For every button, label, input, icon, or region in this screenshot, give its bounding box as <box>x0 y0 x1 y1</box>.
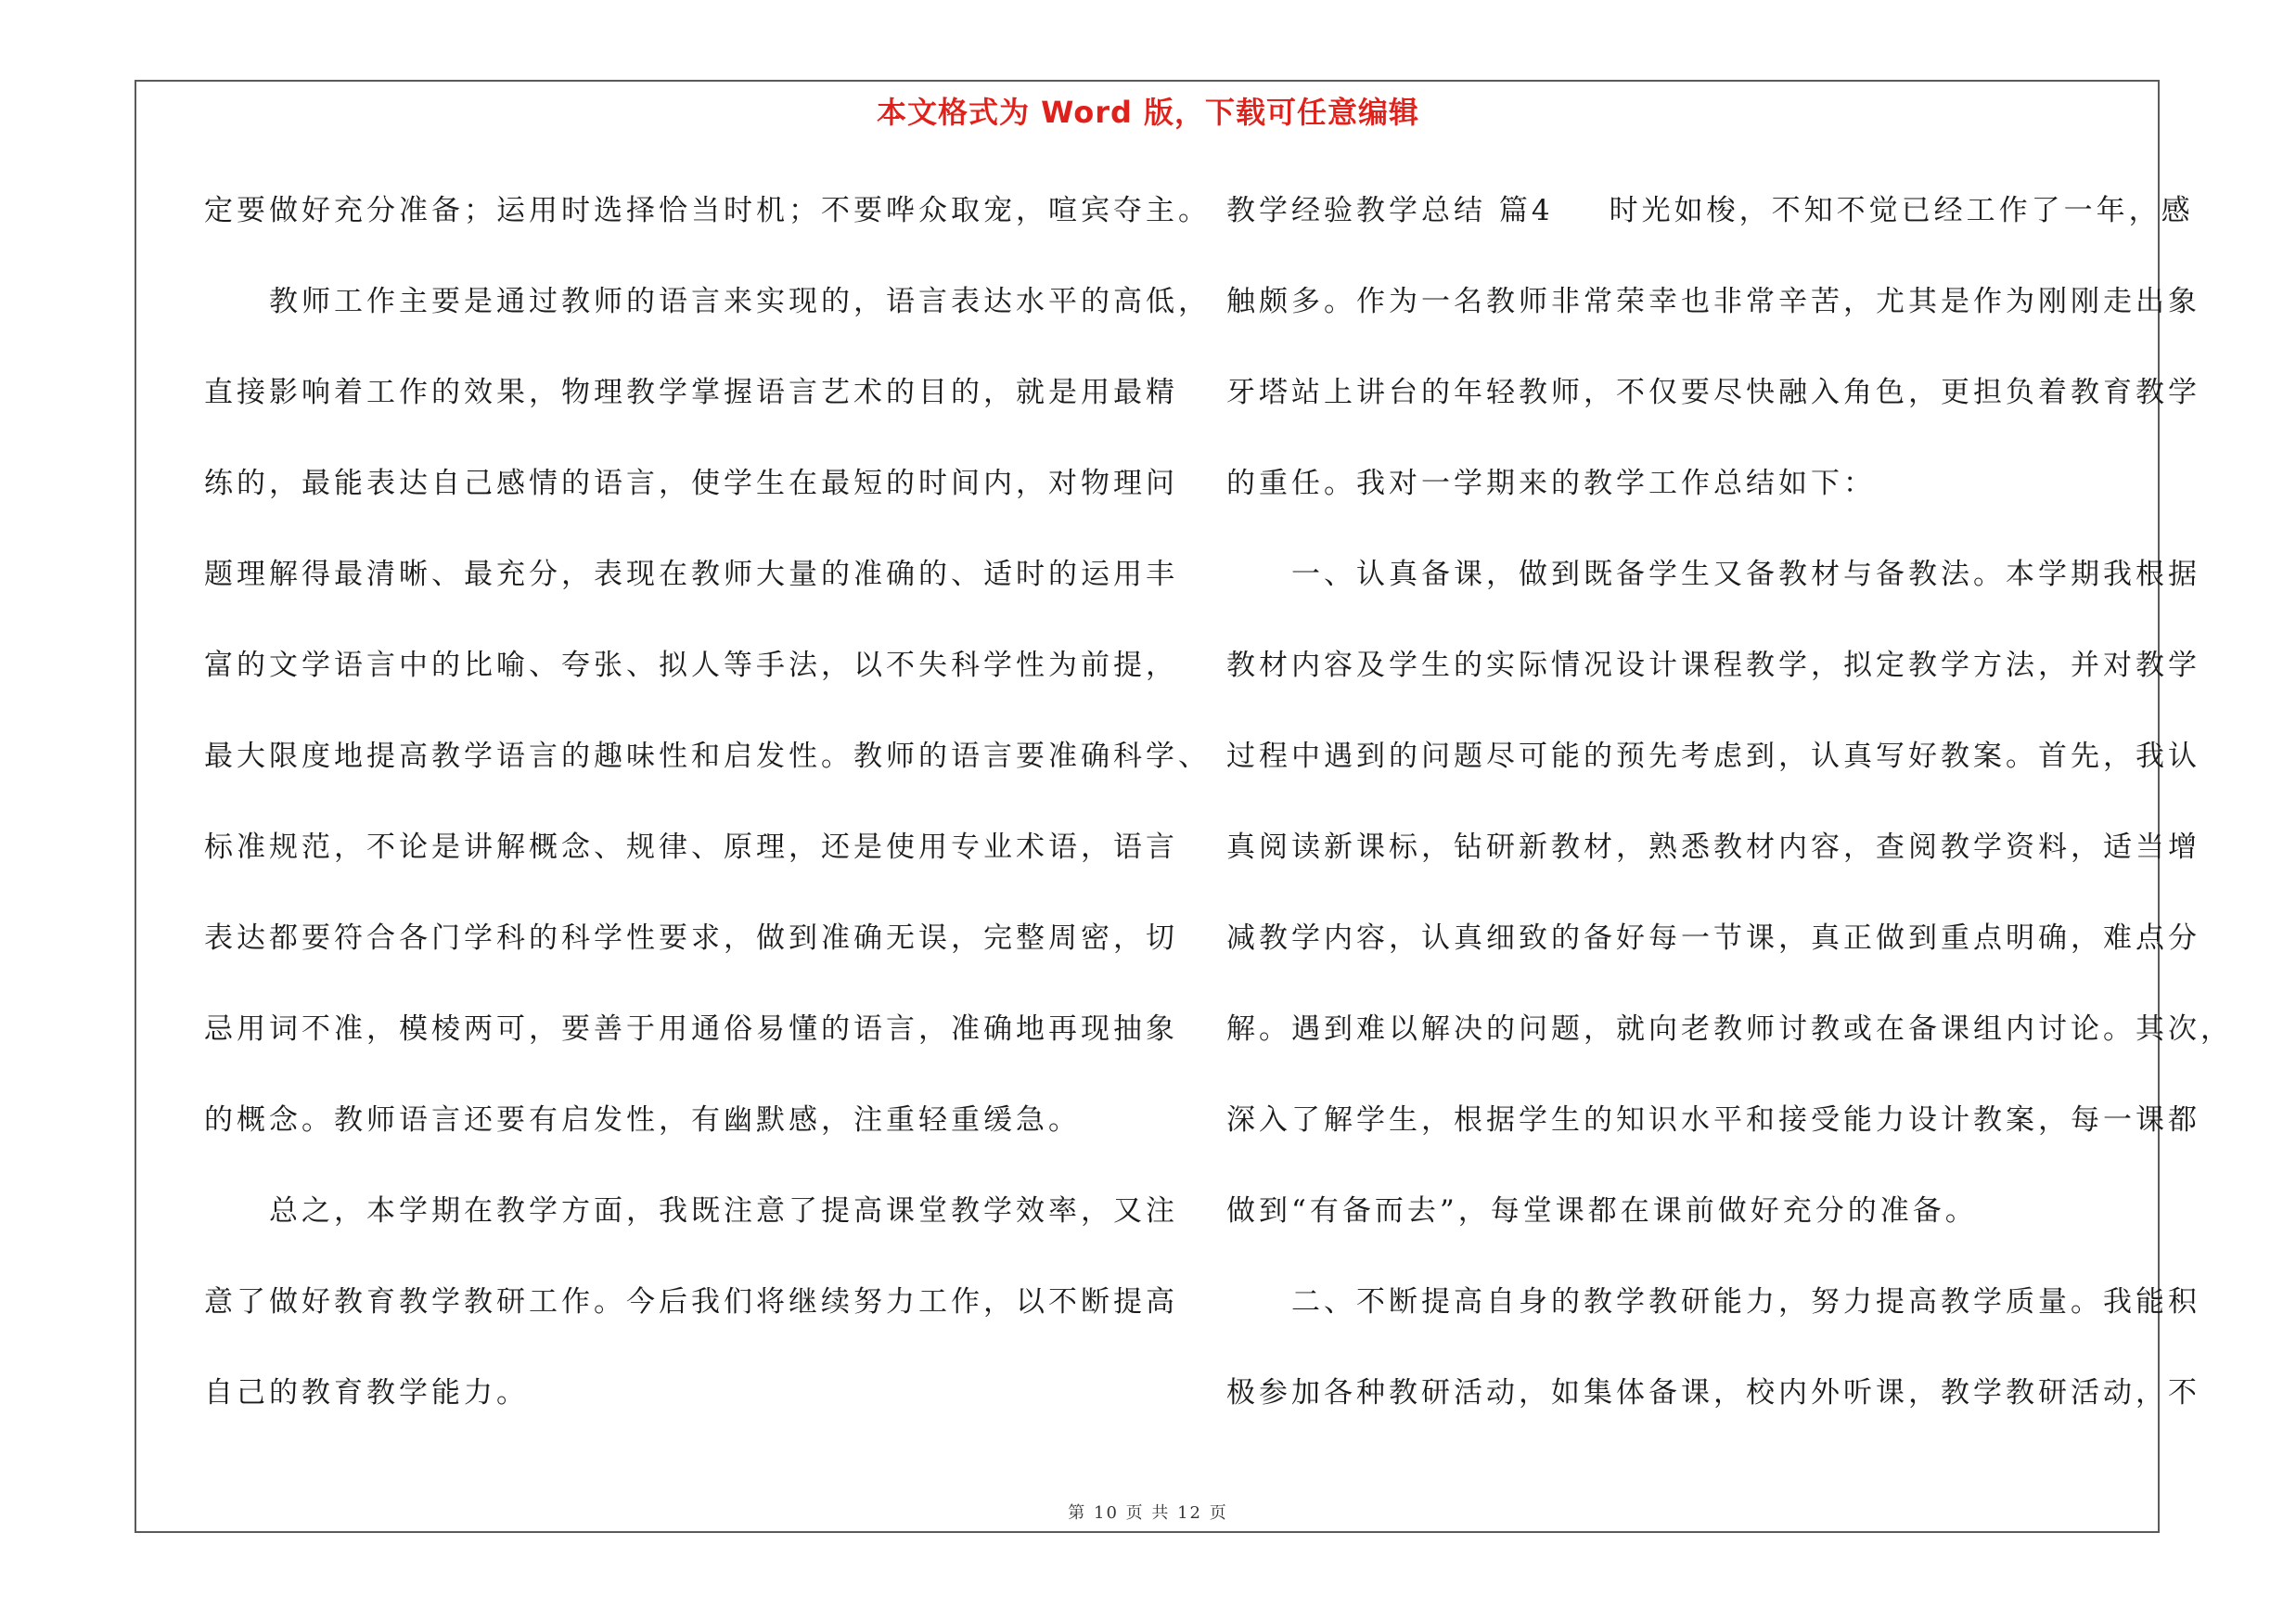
right-column <box>1226 184 2233 1457</box>
text-line: 解。遇到难以解决的问题，就向老教师讨教或在备课组内讨论。其次， <box>1226 1012 2233 1046</box>
text-line: 定要做好充分准备；运用时选择恰当时机；不要哗众取宠，喧宾夺主。 <box>204 194 1211 227</box>
text-line: 的重任。我对一学期来的教学工作总结如下： <box>1226 467 1876 500</box>
format-banner: 本文格式为 Word 版，下载可任意编辑 <box>876 95 1420 130</box>
text-line: 减教学内容，认真细致的备好每一节课，真正做到重点明确，难点分 <box>1226 921 2200 955</box>
text-line: 触颇多。作为一名教师非常荣幸也非常辛苦，尤其是作为刚刚走出象 <box>1226 285 2200 318</box>
text-line: 练的，最能表达自己感情的语言，使学生在最短的时间内，对物理问 <box>204 467 1178 500</box>
left-column <box>204 184 1211 1457</box>
text-line: 深入了解学生，根据学生的知识水平和接受能力设计教案，每一课都 <box>1226 1103 2200 1137</box>
text-line: 牙塔站上讲台的年轻教师，不仅要尽快融入角色，更担负着教育教学 <box>1226 376 2200 409</box>
text-line: 忌用词不准，模棱两可，要善于用通俗易懂的语言，准确地再现抽象 <box>204 1012 1178 1046</box>
text-line: 过程中遇到的问题尽可能的预先考虑到，认真写好教案。首先，我认 <box>1226 740 2200 773</box>
text-line: 表达都要符合各门学科的科学性要求，做到准确无误，完整周密，切 <box>204 921 1178 955</box>
section-heading: 教学经验教学总结 篇4 <box>1226 194 1554 227</box>
text-line: 时光如梭，不知不觉已经工作了一年，感 <box>1609 194 2194 227</box>
text-line: 意了做好教育教学教研工作。今后我们将继续努力工作，以不断提高 <box>204 1285 1178 1319</box>
text-line: 真阅读新课标，钻研新教材，熟悉教材内容，查阅教学资料，适当增 <box>1226 831 2200 864</box>
text-line: 做到“有备而去”，每堂课都在课前做好充分的准备。 <box>1226 1194 1978 1228</box>
text-line: 题理解得最清晰、最充分，表现在教师大量的准确的、适时的运用丰 <box>204 558 1178 591</box>
text-line: 最大限度地提高教学语言的趣味性和启发性。教师的语言要准确科学、 <box>204 740 1211 773</box>
text-line: 标准规范，不论是讲解概念、规律、原理，还是使用专业术语，语言 <box>204 831 1178 864</box>
text-line: 直接影响着工作的效果，物理教学掌握语言艺术的目的，就是用最精 <box>204 376 1178 409</box>
text-line: 富的文学语言中的比喻、夸张、拟人等手法，以不失科学性为前提， <box>204 649 1178 682</box>
text-line: 一、认真备课，做到既备学生又备教材与备教法。本学期我根据 <box>1226 558 2200 591</box>
section-heading-line <box>1226 184 2194 275</box>
text-line: 二、不断提高自身的教学教研能力，努力提高教学质量。我能积 <box>1226 1285 2200 1319</box>
text-line: 总之，本学期在教学方面，我既注意了提高课堂教学效率，又注 <box>204 1194 1178 1228</box>
page-number: 第 10 页 共 12 页 <box>1068 1503 1228 1523</box>
text-line: 极参加各种教研活动，如集体备课，校内外听课，教学教研活动，不 <box>1226 1376 2200 1410</box>
text-line: 教师工作主要是通过教师的语言来实现的，语言表达水平的高低， <box>204 285 1211 318</box>
text-line: 自己的教育教学能力。 <box>204 1376 529 1410</box>
text-line: 教材内容及学生的实际情况设计课程教学，拟定教学方法，并对教学 <box>1226 649 2200 682</box>
text-line: 的概念。教师语言还要有启发性，有幽默感，注重轻重缓急。 <box>204 1103 1081 1137</box>
